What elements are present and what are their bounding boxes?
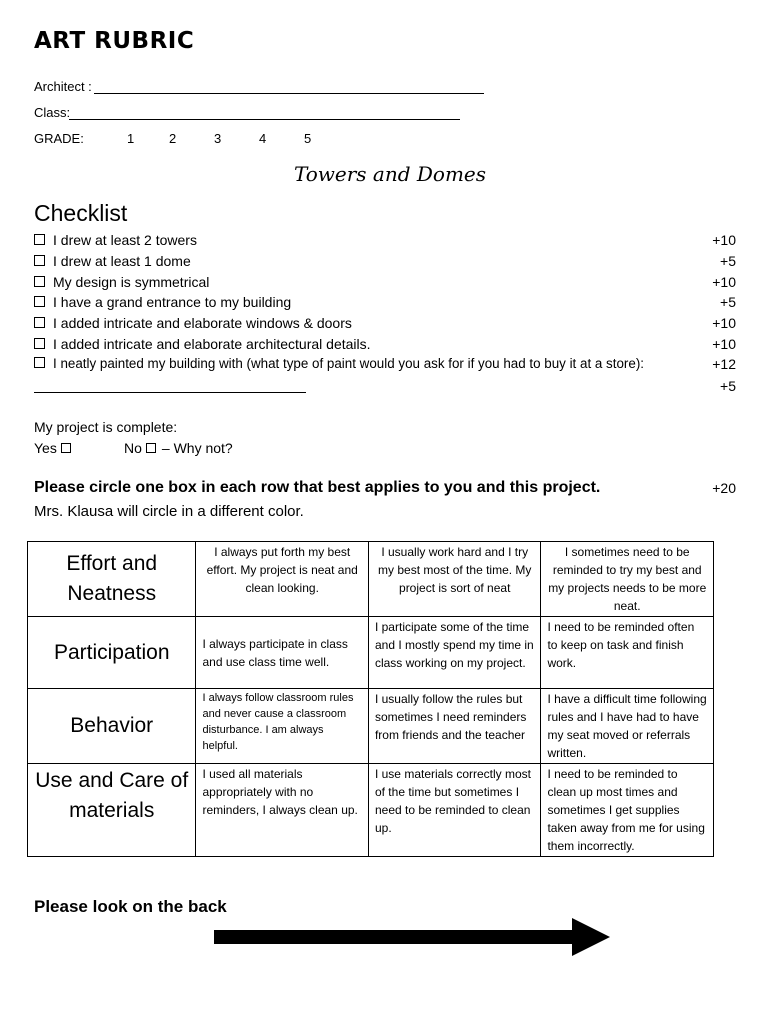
rubric-cell[interactable]: I always put forth my best effort. My project is neat and clean looking. [196,542,369,617]
project-subtitle: Towers and Domes [293,162,487,186]
checklist-item[interactable]: I neatly painted my building with (what type of paint would you ask for if you had to buy it at a store): [34,356,644,371]
checklist-points: +10 [712,274,736,290]
rubric-category: Effort and Neatness [28,542,196,617]
checklist-item[interactable]: I have a grand entrance to my building [34,294,291,310]
checklist-points: +10 [712,232,736,248]
architect-label: Architect : [34,79,92,94]
checklist-item[interactable]: I added intricate and elaborate windows & doors [34,315,352,331]
grade-option-3[interactable]: 3 [214,131,222,146]
rubric-row-materials [28,764,714,857]
yes-checkbox-icon[interactable] [61,443,71,453]
architect-field[interactable] [94,93,484,94]
grade-option-2[interactable]: 2 [169,131,177,146]
checkbox-icon[interactable] [34,317,45,328]
checkbox-icon[interactable] [34,296,45,307]
rubric-category: Use and Care of materials [28,764,196,857]
look-back-note: Please look on the back [34,897,227,916]
rubric-row-effort [28,542,714,617]
rubric-category: Participation [28,617,196,689]
rubric-cell[interactable]: I sometimes need to be reminded to try my best and my projects needs to be more neat. [541,542,714,617]
checkbox-icon[interactable] [34,276,45,287]
rubric-row-participation [28,617,714,689]
rubric-row-behavior [28,689,714,764]
checklist-points: +10 [712,315,736,331]
rubric-cell[interactable]: I have a difficult time following rules and I have had to have my seat moved or referrals written. [541,689,714,764]
checkbox-icon[interactable] [34,234,45,245]
rubric-category: Behavior [28,689,196,764]
grade-label: GRADE: [34,131,84,146]
circle-instructions: Please circle one box in each row that best applies to you and this project. [34,479,601,496]
no-option[interactable]: No – Why not? [124,440,233,456]
checklist-points: +10 [712,336,736,352]
checkbox-icon[interactable] [34,255,45,266]
teacher-note: Mrs. Klausa will circle in a different color. [34,503,304,520]
class-label: Class: [34,105,71,120]
rubric-cell[interactable]: I always participate in class and use class time well. [196,617,369,689]
rubric-cell[interactable]: I participate some of the time and I mostly spend my time in class working on my project. [368,617,541,689]
checklist-item[interactable]: I drew at least 2 towers [34,232,197,248]
checklist-item[interactable]: My design is symmetrical [34,274,209,290]
rubric-cell[interactable]: I usually follow the rules but sometimes I need reminders from friends and the teacher [368,689,541,764]
checklist-points: +5 [720,294,736,310]
class-field[interactable] [69,119,460,120]
rubric-cell[interactable]: I always follow classroom rules and never cause a classroom disturbance. I am always helpful. [196,689,369,764]
checklist-item[interactable]: I drew at least 1 dome [34,253,191,269]
paint-type-points: +5 [720,378,736,394]
page-title: ART RUBRIC [34,28,195,54]
right-arrow-icon [214,916,614,963]
checkbox-icon[interactable] [34,338,45,349]
rubric-points: +20 [712,480,736,496]
checklist-item[interactable]: I added intricate and elaborate architectural details. [34,336,371,352]
rubric-cell[interactable]: I use materials correctly most of the time but sometimes I need to be reminded to clean up. [368,764,541,857]
paint-type-field[interactable] [34,392,306,393]
rubric-cell[interactable]: I need to be reminded often to keep on task and finish work. [541,617,714,689]
grade-option-4[interactable]: 4 [259,131,267,146]
no-checkbox-icon[interactable] [146,443,156,453]
rubric-table [27,541,714,857]
rubric-cell[interactable]: I used all materials appropriately with no reminders, I always clean up. [196,764,369,857]
checklist-heading: Checklist [34,200,128,226]
grade-option-5[interactable]: 5 [304,131,312,146]
completion-question: My project is complete: [34,419,178,435]
checklist-points: +5 [720,253,736,269]
rubric-cell[interactable]: I usually work hard and I try my best most of the time. My project is sort of neat [368,542,541,617]
grade-option-1[interactable]: 1 [127,131,135,146]
checkbox-icon[interactable] [34,357,45,368]
yes-option[interactable]: Yes [34,440,71,456]
rubric-cell[interactable]: I need to be reminded to clean up most times and sometimes I get supplies taken away from me for using them incorrectly. [541,764,714,857]
checklist-points: +12 [712,356,736,372]
